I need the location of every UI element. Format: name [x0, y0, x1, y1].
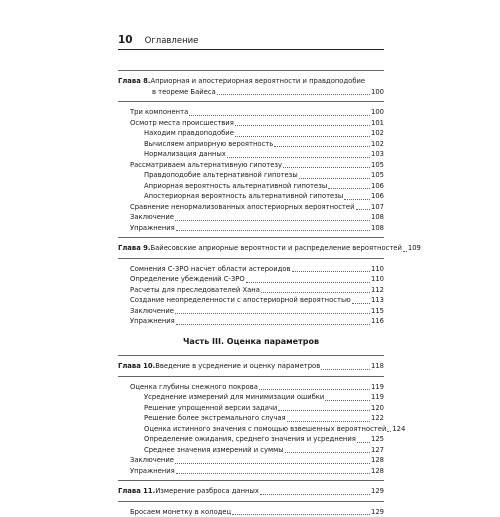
- toc-entry[interactable]: [118, 149, 384, 160]
- dot-leader: [403, 251, 407, 252]
- toc-page-number: 107: [371, 202, 384, 213]
- chapter-divider: [118, 501, 384, 502]
- toc-entry[interactable]: [118, 403, 384, 414]
- toc-entry[interactable]: [118, 295, 384, 306]
- toc-entry-text: Решение более экстремального случая: [144, 413, 286, 424]
- dot-leader: [278, 410, 370, 411]
- toc-page-number: 102: [371, 128, 384, 139]
- toc-entry[interactable]: [118, 306, 384, 317]
- toc-page-number: 100: [371, 87, 384, 98]
- toc-entry-text: Решение упрощенной версии задачи: [144, 403, 277, 414]
- toc-entry[interactable]: [118, 212, 384, 223]
- toc-entry-text: Сравнение ненормализованных апостериорных вероятностей: [130, 202, 355, 213]
- dot-leader: [356, 209, 371, 210]
- toc-page-number: 128: [371, 455, 384, 466]
- toc-entry[interactable]: [118, 466, 384, 477]
- dot-leader: [287, 421, 370, 422]
- chapter-divider: [118, 376, 384, 377]
- chapter-divider: [118, 258, 384, 259]
- toc-entry-text: Определение убеждений С-3РО: [130, 274, 245, 285]
- chapter-label: Глава 11.: [118, 486, 155, 497]
- chapter-heading[interactable]: [118, 361, 384, 372]
- toc-entry-text: Нормализация данных: [144, 149, 226, 160]
- dot-leader: [285, 452, 370, 453]
- toc-entry[interactable]: [118, 160, 384, 171]
- toc-page-number: 108: [371, 212, 384, 223]
- toc-entry[interactable]: [118, 392, 384, 403]
- dot-leader: [176, 324, 370, 325]
- toc-page-number: 113: [371, 295, 384, 306]
- toc-entry[interactable]: [118, 170, 384, 181]
- toc-page-number: 105: [371, 170, 384, 181]
- toc-page-number: 112: [371, 285, 384, 296]
- page-header: [118, 34, 384, 50]
- toc-entry-text: Три компонента: [130, 107, 188, 118]
- chapter-title: Байесовские априорные вероятности и распределение вероятностей: [150, 243, 401, 254]
- dot-leader: [260, 494, 370, 495]
- toc-page-number: 100: [371, 107, 384, 118]
- toc-entry[interactable]: [118, 181, 384, 192]
- toc-entry-text: Априорная вероятность альтернативной гипотезы: [144, 181, 327, 192]
- chapter-title: Априорная и апостериорная вероятности и правдоподобие: [150, 76, 365, 87]
- dot-leader: [357, 442, 370, 443]
- toc-page-number: 110: [371, 264, 384, 275]
- toc-entry-text: Упражнения: [130, 466, 175, 477]
- dot-leader: [325, 400, 370, 401]
- toc-page-number: 118: [371, 361, 384, 372]
- toc-entry-text: Оценка истинного значения с помощью взвешенных вероятностей: [144, 424, 386, 435]
- page-number: 10: [118, 34, 133, 46]
- toc-entry[interactable]: [118, 285, 384, 296]
- toc-entry-text: Заключение: [130, 306, 174, 317]
- dot-leader: [176, 473, 370, 474]
- dot-leader: [175, 220, 370, 221]
- toc-entry-text: Упражнения: [130, 223, 175, 234]
- toc-entry[interactable]: [118, 507, 384, 517]
- toc-entry[interactable]: [118, 445, 384, 456]
- toc-page-number: 102: [371, 139, 384, 150]
- chapter-label: Глава 9.: [118, 243, 150, 254]
- toc-entry-text: Расчеты для преследователей Хана: [130, 285, 260, 296]
- chapter-title-continued: в теореме Байеса: [152, 87, 216, 98]
- toc-page-number: 129: [371, 486, 384, 497]
- toc-page-number: 108: [371, 223, 384, 234]
- toc-entry[interactable]: [118, 274, 384, 285]
- toc-entry[interactable]: [118, 223, 384, 234]
- toc-entry-text: Вычисляем априорную вероятность: [144, 139, 273, 150]
- toc-page-number: 129: [371, 507, 384, 517]
- dot-leader: [246, 282, 370, 283]
- chapter-divider: [118, 480, 384, 481]
- toc-entry[interactable]: [118, 382, 384, 393]
- toc-entry-text: Осмотр места происшествия: [130, 118, 234, 129]
- chapter-title: Измерение разброса данных: [155, 486, 259, 497]
- chapter-label: Глава 8.: [118, 76, 150, 87]
- chapter-heading[interactable]: [118, 76, 384, 87]
- toc-page-number: 106: [371, 191, 384, 202]
- dot-leader: [235, 125, 370, 126]
- toc-entry[interactable]: [118, 424, 384, 435]
- toc-entry-text: Заключение: [130, 455, 174, 466]
- toc-entry-text: Бросаем монетку в колодец: [130, 507, 231, 517]
- chapter-divider: [118, 355, 384, 356]
- dot-leader: [328, 188, 370, 189]
- toc-entry[interactable]: [118, 413, 384, 424]
- dot-leader: [292, 271, 371, 272]
- dot-leader: [175, 463, 370, 464]
- toc-page-number: 120: [371, 403, 384, 414]
- toc-entry[interactable]: [118, 434, 384, 445]
- part-heading: Часть III. Оценка параметров: [118, 337, 384, 348]
- toc-entry-text: Заключение: [130, 212, 174, 223]
- toc-page-number: 127: [371, 445, 384, 456]
- dot-leader: [299, 178, 370, 179]
- chapter-label: Глава 10.: [118, 361, 155, 372]
- toc-page-number: 128: [371, 466, 384, 477]
- toc-entry[interactable]: [118, 455, 384, 466]
- toc-entry-text: Правдоподобие альтернативной гипотезы: [144, 170, 298, 181]
- table-of-contents: [118, 66, 384, 517]
- toc-entry-text: Определение ожидания, среднего значения и усреднения: [144, 434, 356, 445]
- dot-leader: [232, 514, 370, 515]
- dot-leader: [217, 94, 370, 95]
- dot-leader: [283, 167, 370, 168]
- dot-leader: [176, 230, 370, 231]
- toc-page-number: 122: [371, 413, 384, 424]
- toc-page-number: 106: [371, 181, 384, 192]
- toc-entry[interactable]: [118, 316, 384, 327]
- dot-leader: [189, 115, 370, 116]
- chapter-divider: [118, 101, 384, 102]
- dot-leader: [321, 369, 370, 370]
- dot-leader: [274, 146, 370, 147]
- toc-entry-text: Оценка глубины снежного покрова: [130, 382, 258, 393]
- chapter-heading-continued[interactable]: [118, 87, 384, 98]
- toc-page-number: 125: [371, 434, 384, 445]
- page-title: Оглавление: [145, 36, 199, 46]
- chapter-divider: [118, 70, 384, 71]
- dot-leader: [352, 303, 370, 304]
- dot-leader: [387, 431, 391, 432]
- toc-entry[interactable]: [118, 202, 384, 213]
- dot-leader: [175, 313, 370, 314]
- dot-leader: [235, 136, 370, 137]
- toc-page-number: 115: [371, 306, 384, 317]
- chapter-heading[interactable]: [118, 243, 384, 254]
- toc-entry[interactable]: [118, 128, 384, 139]
- toc-entry[interactable]: [118, 139, 384, 150]
- toc-page-number: 119: [371, 392, 384, 403]
- toc-page-number: 110: [371, 274, 384, 285]
- toc-entry-text: Создание неопределенности с апостериорной вероятностью: [130, 295, 351, 306]
- toc-entry[interactable]: [118, 107, 384, 118]
- toc-page-number: 124: [392, 424, 405, 435]
- toc-page-number: 101: [371, 118, 384, 129]
- toc-entry-text: Среднее значения измерений и суммы: [144, 445, 284, 456]
- toc-entry-text: Апостериорная вероятность альтернативной гипотезы: [144, 191, 343, 202]
- toc-entry[interactable]: [118, 191, 384, 202]
- dot-leader: [259, 389, 370, 390]
- toc-page-number: 105: [371, 160, 384, 171]
- toc-page-number: 116: [371, 316, 384, 327]
- toc-entry-text: Сомнения С-3РО насчет области астероидов: [130, 264, 291, 275]
- chapter-divider: [118, 237, 384, 238]
- toc-page-number: 103: [371, 149, 384, 160]
- dot-leader: [227, 157, 370, 158]
- toc-entry-text: Находим правдоподобие: [144, 128, 234, 139]
- toc-entry[interactable]: [118, 118, 384, 129]
- dot-leader: [261, 292, 370, 293]
- toc-entry-text: Рассматриваем альтернативную гипотезу: [130, 160, 282, 171]
- toc-entry[interactable]: [118, 264, 384, 275]
- toc-page-number: 109: [408, 243, 421, 254]
- dot-leader: [344, 199, 370, 200]
- toc-entry-text: Упражнения: [130, 316, 175, 327]
- toc-entry-text: Усреднение измерений для минимизации ошибки: [144, 392, 324, 403]
- toc-page-number: 119: [371, 382, 384, 393]
- chapter-title: Введение в усреднение и оценку параметров: [155, 361, 320, 372]
- chapter-heading[interactable]: [118, 486, 384, 497]
